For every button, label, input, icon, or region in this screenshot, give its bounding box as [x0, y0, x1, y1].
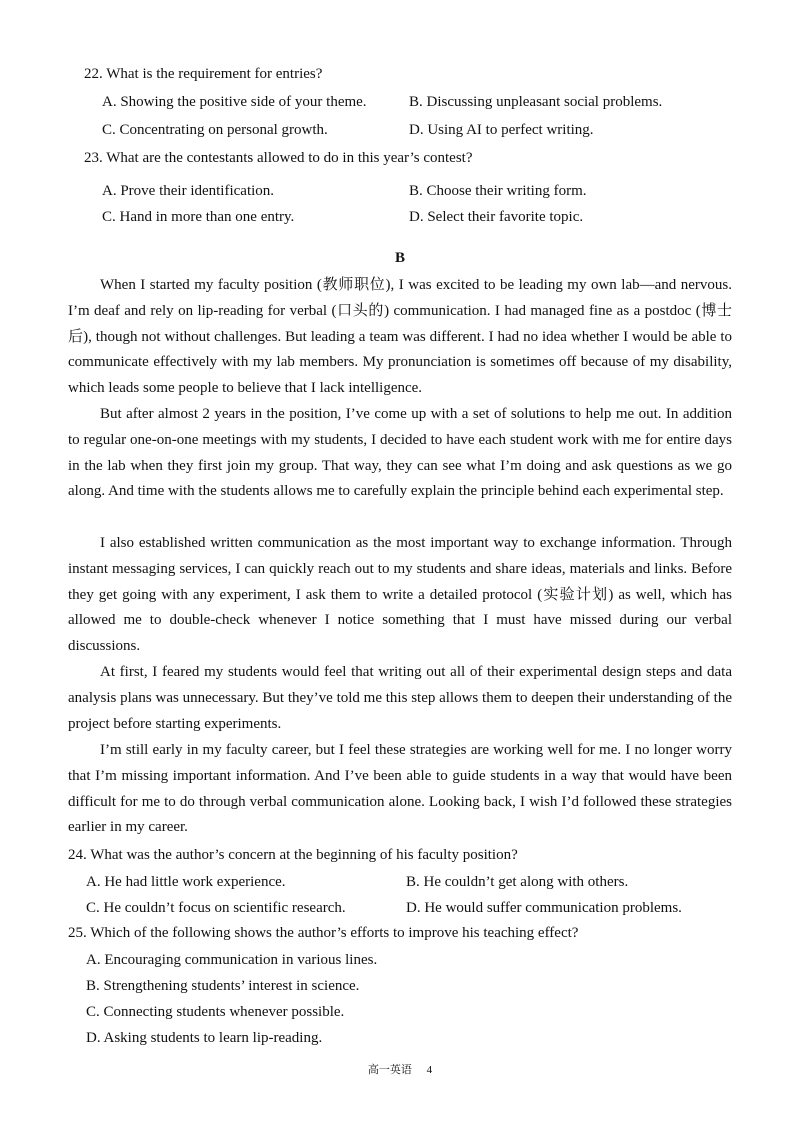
question-24-option-b: B. He couldn’t get along with others.	[406, 874, 629, 890]
question-25: 25. Which of the following shows the author’s efforts to improve his teaching effect?	[68, 925, 579, 941]
passage-paragraph-3	[68, 531, 732, 660]
question-22-option-c: C. Concentrating on personal growth.	[102, 122, 328, 138]
paragraph-text: At first, I feared my students would feel that writing out all of their experimental design steps and data analysis plans was unnecessary. But they’ve told me this step allows them to deepen their understanding of the project before starting experiments.	[68, 664, 732, 732]
footer-subject: 高一英语	[367, 1064, 412, 1076]
question-24-option-c: C. He couldn’t focus on scientific research.	[86, 900, 346, 916]
question-22-option-d: D. Using AI to perfect writing.	[409, 122, 594, 138]
paragraph-text: When I started my faculty position (教师职位), I was excited to be leading my own lab—and nervous. I’m deaf and rely on lip-reading for verbal (口头的) communication. I had managed fine as a postdoc (博士后), though not without challenges. But leading a team was different. I had no idea whether I would be able to communicate effectively with my lab members. My pronunciation is sometimes off because of my disability, which leads some people to believe that I lack intelligence.	[68, 277, 732, 397]
page-number: 4	[426, 1064, 433, 1076]
paragraph-text: I’m still early in my faculty career, but I feel these strategies are working well for me. I no longer worry that I’m missing important information. And I’ve been able to guide students in a way that would have been difficult for me to do through verbal communication alone. Looking back, I wish I’d followed these strategies earlier in my career.	[68, 742, 732, 836]
question-25-option-d: D. Asking students to learn lip-reading.	[86, 1030, 323, 1046]
question-25-option-b: B. Strengthening students’ interest in science.	[86, 978, 360, 994]
question-22: 22. What is the requirement for entries?	[84, 66, 323, 82]
page-footer	[0, 1062, 800, 1078]
paragraph-text: But after almost 2 years in the position, I’ve come up with a set of solutions to help me out. In addition to regular one-on-one meetings with my students, I decided to have each student work with me for entire days in the lab when they first join my group. That way, they can see what I’m doing and ask questions as we go along. And time with the students allows me to carefully explain the principle behind each experimental step.	[68, 406, 732, 500]
section-title: B	[394, 250, 405, 266]
paragraph-text: I also established written communication as the most important way to exchange information. Through instant messaging services, I can quickly reach out to my students and share ideas, materials and links. Before they get going with any experiment, I ask them to write a detailed protocol (实验计划) as well, which has allowed me to double-check whenever I notice something that I must have missed during our verbal discussions.	[68, 535, 732, 655]
question-22-option-b: B. Discussing unpleasant social problems.	[409, 94, 663, 110]
question-23-option-d: D. Select their favorite topic.	[409, 209, 584, 225]
question-23: 23. What are the contestants allowed to do in this year’s contest?	[84, 150, 473, 166]
question-23-option-c: C. Hand in more than one entry.	[102, 209, 295, 225]
question-24: 24. What was the author’s concern at the beginning of his faculty position?	[68, 847, 518, 863]
passage-paragraph-4	[68, 660, 732, 737]
question-24-option-d: D. He would suffer communication problems.	[406, 900, 682, 916]
question-23-option-a: A. Prove their identification.	[102, 183, 275, 199]
question-24-option-a: A. He had little work experience.	[86, 874, 286, 890]
passage-paragraph-1	[68, 273, 732, 402]
question-23-option-b: B. Choose their writing form.	[409, 183, 587, 199]
question-25-option-a: A. Encouraging communication in various lines.	[86, 952, 378, 968]
question-25-option-c: C. Connecting students whenever possible.	[86, 1004, 345, 1020]
question-22-option-a: A. Showing the positive side of your theme.	[102, 94, 367, 110]
passage-paragraph-5	[68, 738, 732, 841]
passage-paragraph-2	[68, 402, 732, 505]
